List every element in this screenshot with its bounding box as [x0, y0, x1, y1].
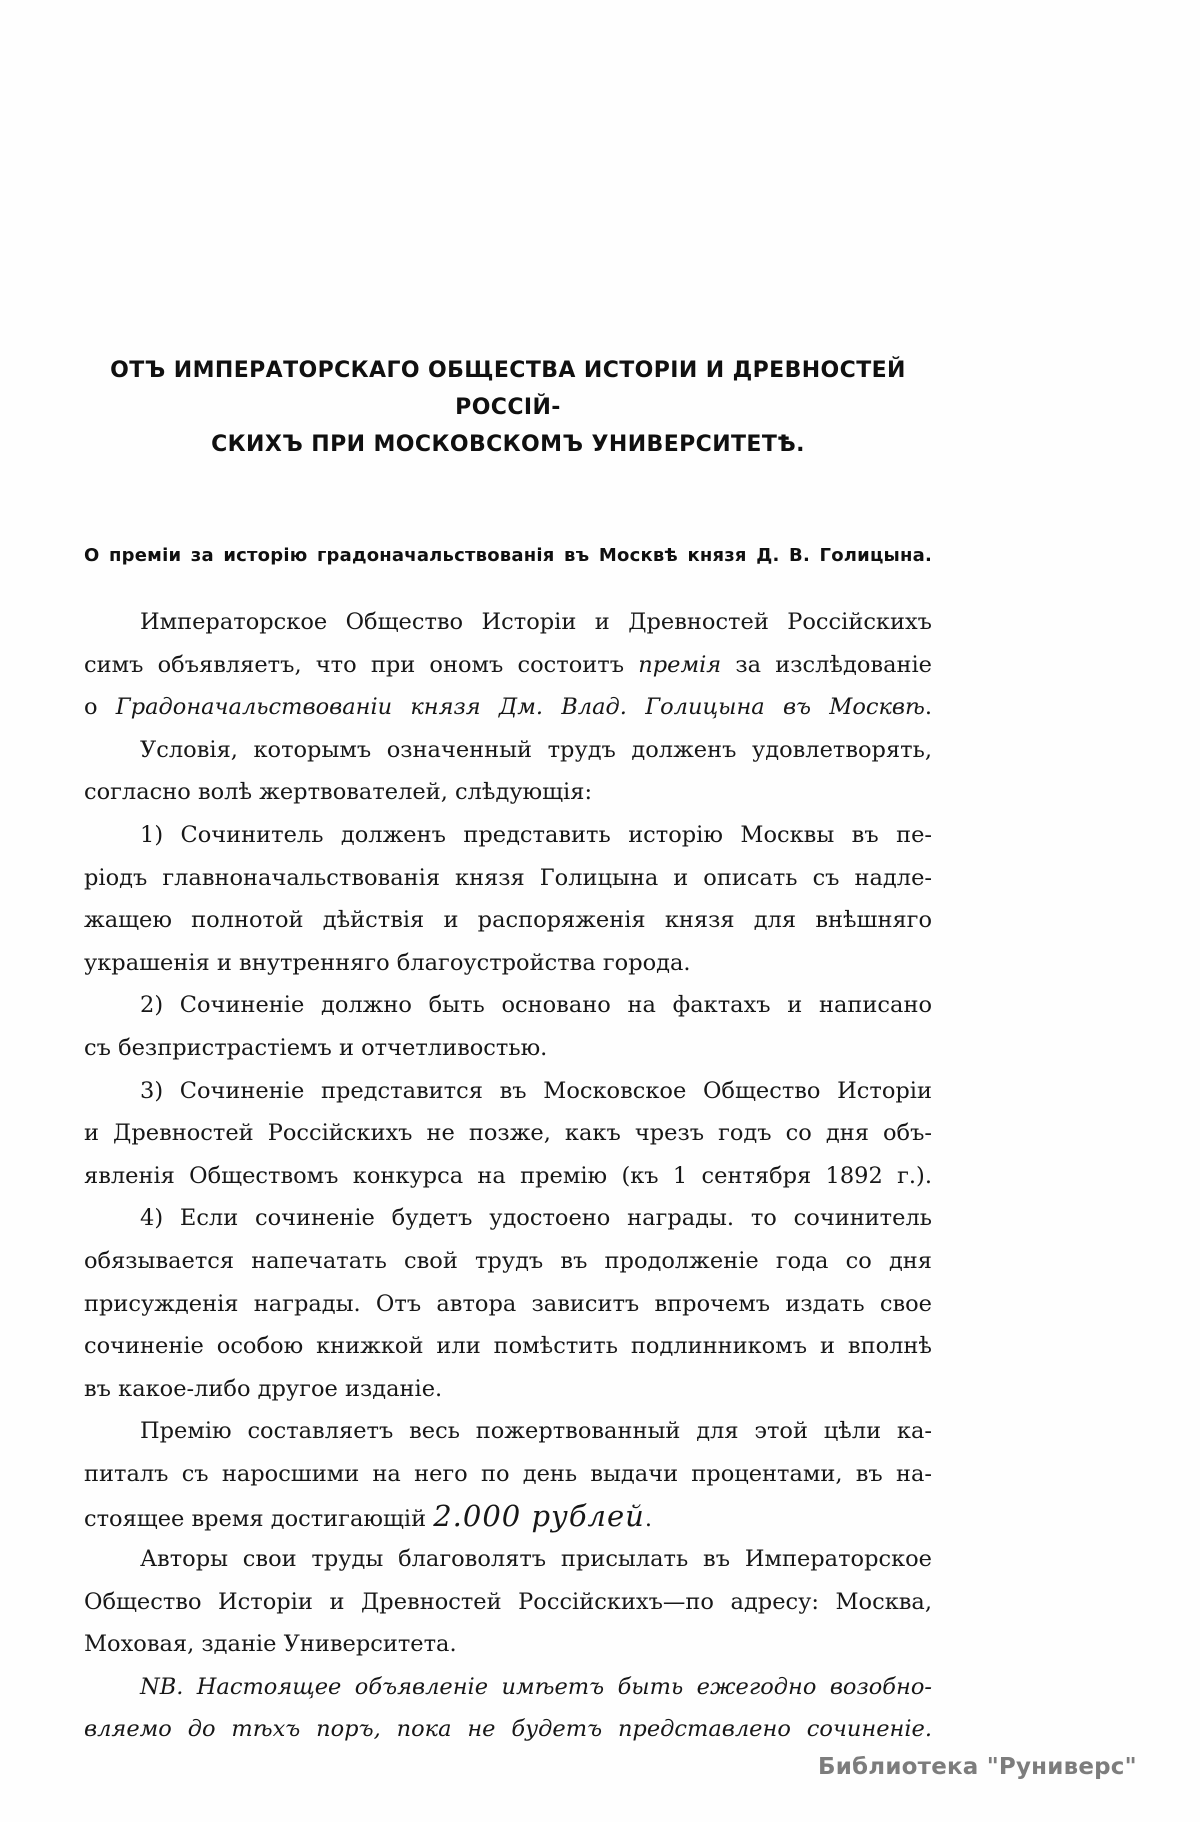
- text-line: [84, 1623, 932, 1666]
- body-text: Премію составляетъ весь пожертвованный для этой цѣли ка-: [140, 1418, 932, 1445]
- text-line: [84, 601, 932, 644]
- document-title-line-2: СКИХЪ ПРИ МОСКОВСКОМЪ УНИВЕРСИТЕТѢ.: [211, 432, 805, 457]
- text-line: [84, 729, 932, 772]
- body-text: и Древностей Россійскихъ не позже, какъ чрезъ годъ со дня объ-: [84, 1120, 932, 1147]
- document-title-line-1: ОТЪ ИМПЕРАТОРСКАГО ОБЩЕСТВА ИСТОРІИ И ДРЕВНОСТЕЙ РОССІЙ-: [110, 358, 906, 420]
- body-text: Императорское Общество Исторіи и Древностей Россійскихъ: [140, 609, 932, 635]
- text-line: [84, 1538, 932, 1581]
- text-line: [84, 1283, 932, 1326]
- text-line: [84, 857, 932, 900]
- document-body: [84, 601, 932, 1751]
- body-text: сочиненіе особою книжкой или помѣстить подлинникомъ и вполнѣ: [84, 1333, 932, 1360]
- body-text: симъ объявляетъ, что при ономъ состоитъ: [84, 651, 639, 678]
- emphasized-text: Градоначальствованіи князя Дм. Влад. Голицына въ Москвѣ: [115, 694, 925, 721]
- body-text: 2) Сочиненіе должно быть основано на фактахъ и написано: [140, 992, 932, 1019]
- text-line: [84, 814, 932, 857]
- text-line: [84, 1197, 932, 1240]
- body-text: въ какое-либо другое изданіе.: [84, 1375, 443, 1402]
- text-line: [84, 984, 932, 1027]
- document-subtitle: О преміи за исторію градоначальствованія въ Москвѣ князя Д. В. Голицына.: [84, 545, 932, 566]
- emphasized-text: 2.000 рублей: [433, 1499, 645, 1534]
- text-line: [84, 942, 932, 985]
- text-line: [84, 1155, 932, 1198]
- document-title: [84, 352, 932, 463]
- body-text: жащею полнотой дѣйствія и распоряженія князя для внѣшняго: [84, 907, 932, 934]
- body-text: Условія, которымъ означенный трудъ долженъ удовлетворять,: [140, 736, 932, 763]
- body-text: .: [644, 1506, 653, 1533]
- text-line: [84, 1325, 932, 1368]
- body-text: 1) Сочинитель долженъ представить исторію Москвы въ пе-: [140, 821, 932, 848]
- emphasized-text: вляемо до тѣхъ поръ, пока не будетъ представлено сочиненіе.: [84, 1716, 932, 1743]
- body-text: явленія Обществомъ конкурса на премію (къ 1 сентября 1892 г.).: [84, 1162, 932, 1189]
- text-line: [84, 1112, 932, 1155]
- body-text: 3) Сочиненіе представится въ Московское Общество Исторіи: [140, 1077, 932, 1104]
- body-text: .: [924, 694, 933, 721]
- body-text: за изслѣдованіе: [721, 651, 932, 678]
- text-line: [84, 1070, 932, 1113]
- text-line: [84, 1410, 932, 1453]
- body-text: согласно волѣ жертвователей, слѣдующія:: [84, 779, 593, 806]
- text-line: [84, 899, 932, 942]
- text-line: [84, 771, 932, 814]
- text-line: [84, 1666, 932, 1709]
- text-line: [84, 1581, 932, 1624]
- body-text: 4) Если сочиненіе будетъ удостоено награды. то сочинитель: [140, 1205, 932, 1232]
- text-line: [84, 686, 932, 729]
- text-line: [84, 1708, 932, 1751]
- library-watermark: Библиотека "Руниверс": [818, 1754, 1137, 1780]
- page-content: [84, 352, 932, 1751]
- text-line: [84, 1453, 932, 1496]
- body-text: Авторы свои труды благоволятъ присылать въ Императорское: [140, 1546, 932, 1573]
- body-text: о: [84, 694, 116, 721]
- text-line: [84, 1027, 932, 1070]
- body-text: съ безпристрастіемъ и отчетливостью.: [84, 1034, 548, 1061]
- body-text: стоящее время достигающій: [84, 1506, 434, 1533]
- emphasized-text: NB. Настоящее объявленіе имѣетъ быть ежегодно возобно-: [140, 1673, 932, 1700]
- text-line: [84, 1368, 932, 1411]
- body-text: Общество Исторіи и Древностей Россійскихъ—по адресу: Москва,: [84, 1588, 932, 1615]
- body-text: Моховая, зданіе Университета.: [84, 1631, 457, 1658]
- body-text: украшенія и внутренняго благоустройства города.: [84, 949, 691, 976]
- body-text: присужденія награды. Отъ автора зависитъ впрочемъ издать свое: [84, 1290, 932, 1317]
- emphasized-text: премія: [638, 651, 722, 678]
- text-line: [84, 644, 932, 687]
- body-text: обязывается напечатать свой трудъ въ продолженіе года со дня: [84, 1247, 932, 1274]
- text-line: [84, 1495, 932, 1538]
- body-text: ріодъ главноначальствованія князя Голицына и описать съ надле-: [84, 864, 932, 891]
- text-line: [84, 1240, 932, 1283]
- body-text: питалъ съ наросшими на него по день выдачи процентами, въ на-: [84, 1460, 932, 1487]
